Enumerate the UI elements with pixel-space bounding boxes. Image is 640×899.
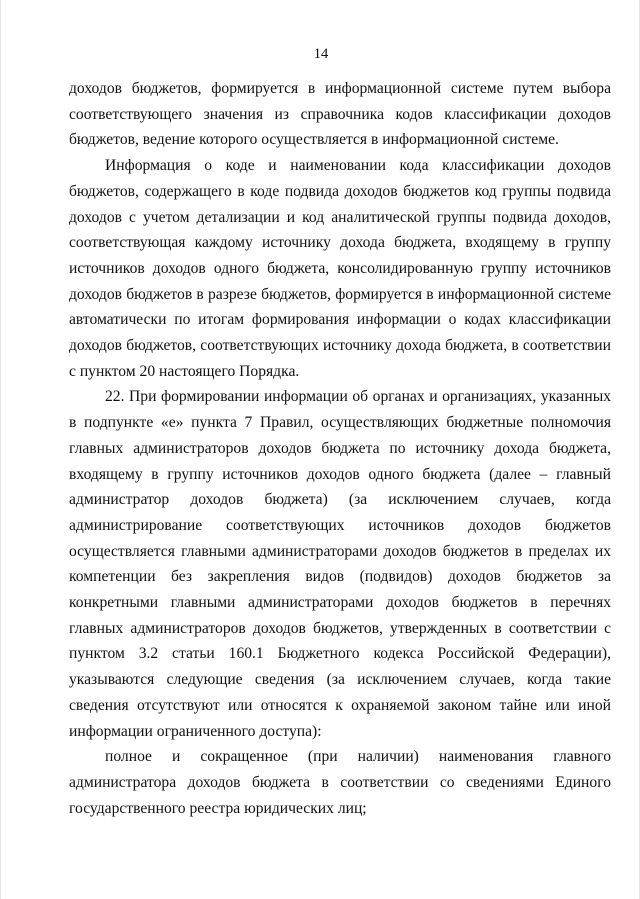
paragraph-item-22: 22. При формировании информации об органах и организациях, указанных в подпункте «е» пункта 7 Правил, осуществляющих бюджетные полномочия главных администраторов доходов бюджета по источнику дохода бюджета, входящему в группу источников доходов одного бюджета (далее – главный администратор доходов бюджета) (за исключением случаев, когда администрирование соответствующих источников доходов бюджетов осуществляется главными администраторами доходов бюджетов в пределах их компетенции без закрепления видов (подвидов) доходов бюджетов за конкретными главными администраторами доходов бюджетов в перечнях главных администраторов доходов бюджетов, утвержденных в соответствии с пунктом 3.2 статьи 160.1 Бюджетного кодекса Российской Федерации), указываются следующие сведения (за исключением случаев, когда такие сведения отсутствуют или относятся к охраняемой законом тайне или иной информации ограниченного доступа): (69, 388, 611, 740)
paragraph-full-short-name: полное и сокращенное (при наличии) наименования главного администратора доходов бюджета в соответствии со сведениями Единого государственного реестра юридических лиц; (69, 748, 611, 817)
document-body (69, 76, 611, 821)
paragraph-continuation: доходов бюджетов, формируется в информационной системе путем выбора соответствующего значения из справочника кодов классификации доходов бюджетов, ведение которого осуществляется в информационной системе. (69, 80, 611, 149)
page-number: 14 (313, 46, 329, 62)
paragraph-income-code-info: Информация о коде и наименовании кода классификации доходов бюджетов, содержащего в коде подвида доходов бюджетов код группы подвида доходов с учетом детализации и код аналитической группы подвида доходов, соответствующая каждому источнику дохода бюджета, входящему в группу источников доходов одного бюджета, консолидированную группу источников доходов бюджетов в разрезе бюджетов, формируется в информационной системе автоматически по итогам формирования информации о кодах классификации доходов бюджетов, соответствующих источнику дохода бюджета, в соответствии с пунктом 20 настоящего Порядка. (69, 157, 611, 380)
